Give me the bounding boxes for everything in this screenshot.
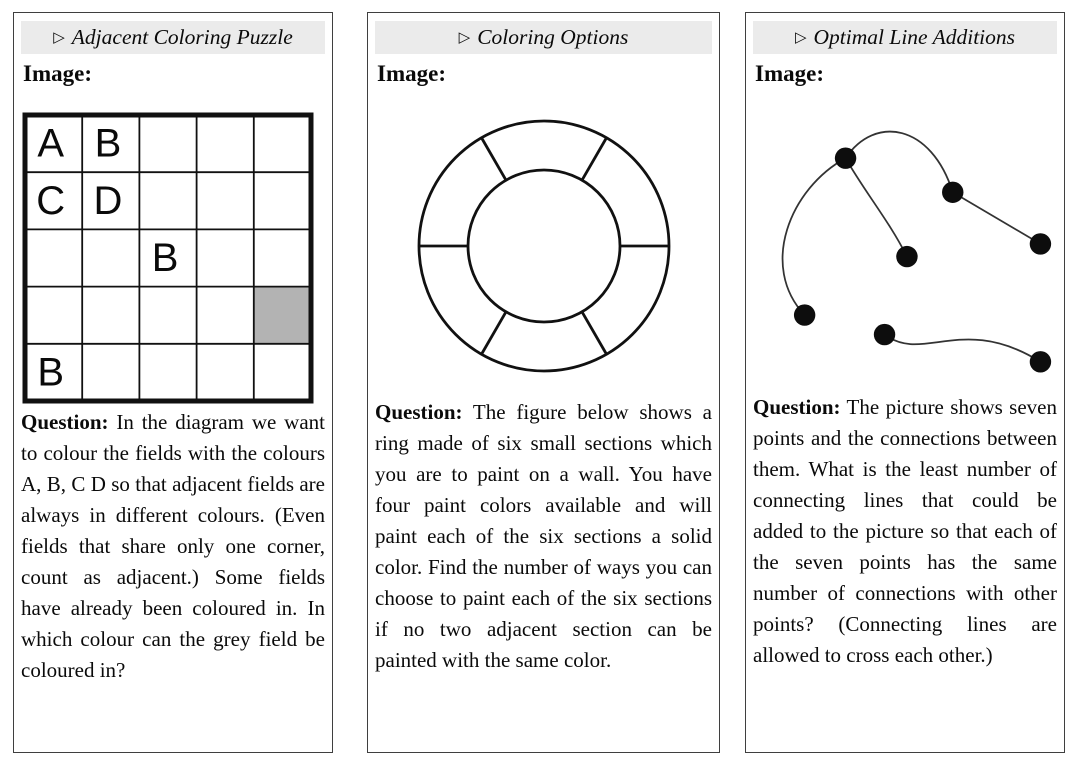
ring-figure (375, 87, 712, 395)
triangle-bullet-icon: ▷ (53, 30, 65, 46)
panel-optimal-line-additions (745, 12, 1065, 753)
panel-title: Adjacent Coloring Puzzle (71, 25, 293, 49)
ring-svg (415, 117, 673, 375)
ring-divider (582, 138, 607, 180)
graph-node (942, 182, 963, 203)
graph-node (896, 246, 917, 267)
grid-letter: B (151, 236, 179, 280)
graph-node (874, 324, 895, 345)
graph-figure (753, 87, 1057, 390)
panel-title: Optimal Line Additions (813, 25, 1016, 49)
image-label: Image: (377, 61, 446, 86)
question-paragraph (21, 407, 325, 686)
graph-edge (846, 158, 907, 256)
grid-letter: B (37, 350, 65, 395)
grid-letter: C (36, 178, 66, 223)
panel-header (21, 21, 325, 54)
triangle-bullet-icon: ▷ (794, 30, 807, 46)
image-label: Image: (23, 61, 92, 86)
graph-node (1030, 351, 1051, 372)
panel-title: Coloring Options (477, 25, 629, 49)
panel-header (375, 21, 712, 54)
grid-svg (22, 112, 314, 404)
question-label: Question: (753, 395, 841, 419)
ring-divider (481, 138, 506, 180)
question-paragraph (375, 397, 712, 676)
grid-figure (21, 87, 325, 405)
ring-inner-circle (468, 170, 620, 322)
panel-coloring-options (367, 12, 720, 753)
question-body: In the diagram we want to colour the fields with the colours A, B, C D so that adjacent fields are always in different colours. (Even fields that share only one corner, count as adjacent.) Some fields have already been coloured in. In which colour can the grey field be coloured in? (21, 410, 325, 682)
ring-divider (582, 312, 607, 354)
panel-adjacent-coloring-puzzle (13, 12, 333, 753)
graph-node (835, 147, 856, 168)
triangle-bullet-icon: ▷ (458, 30, 471, 46)
grid-letter: D (93, 178, 123, 223)
panel-header (753, 21, 1057, 54)
question-body: The figure below shows a ring made of six small sections which you are to paint on a wall. You have four paint colors available and will paint each of the six sections a solid color. Find the number of ways you can choose to paint each of the six sections if no two adjacent section can be painted with the same color. (375, 400, 712, 672)
image-label: Image: (755, 61, 824, 86)
question-label: Question: (375, 400, 463, 424)
graph-edge (783, 158, 846, 315)
question-paragraph (753, 392, 1057, 671)
question-body: The picture shows seven points and the connections between them. What is the least number of connecting lines that could be added to the picture so that each of the seven points has the same number of connections with other points? (Connecting lines are allowed to cross each other.) (753, 395, 1057, 667)
graph-svg (753, 99, 1057, 383)
graph-edge (953, 192, 1041, 244)
graph-edge (885, 335, 1041, 362)
grid-letter: A (37, 121, 65, 166)
question-label: Question: (21, 410, 109, 434)
graph-node (794, 304, 815, 325)
grey-cell (254, 287, 311, 344)
grid-letter: B (94, 121, 122, 166)
ring-divider (481, 312, 506, 354)
graph-node (1030, 233, 1051, 254)
